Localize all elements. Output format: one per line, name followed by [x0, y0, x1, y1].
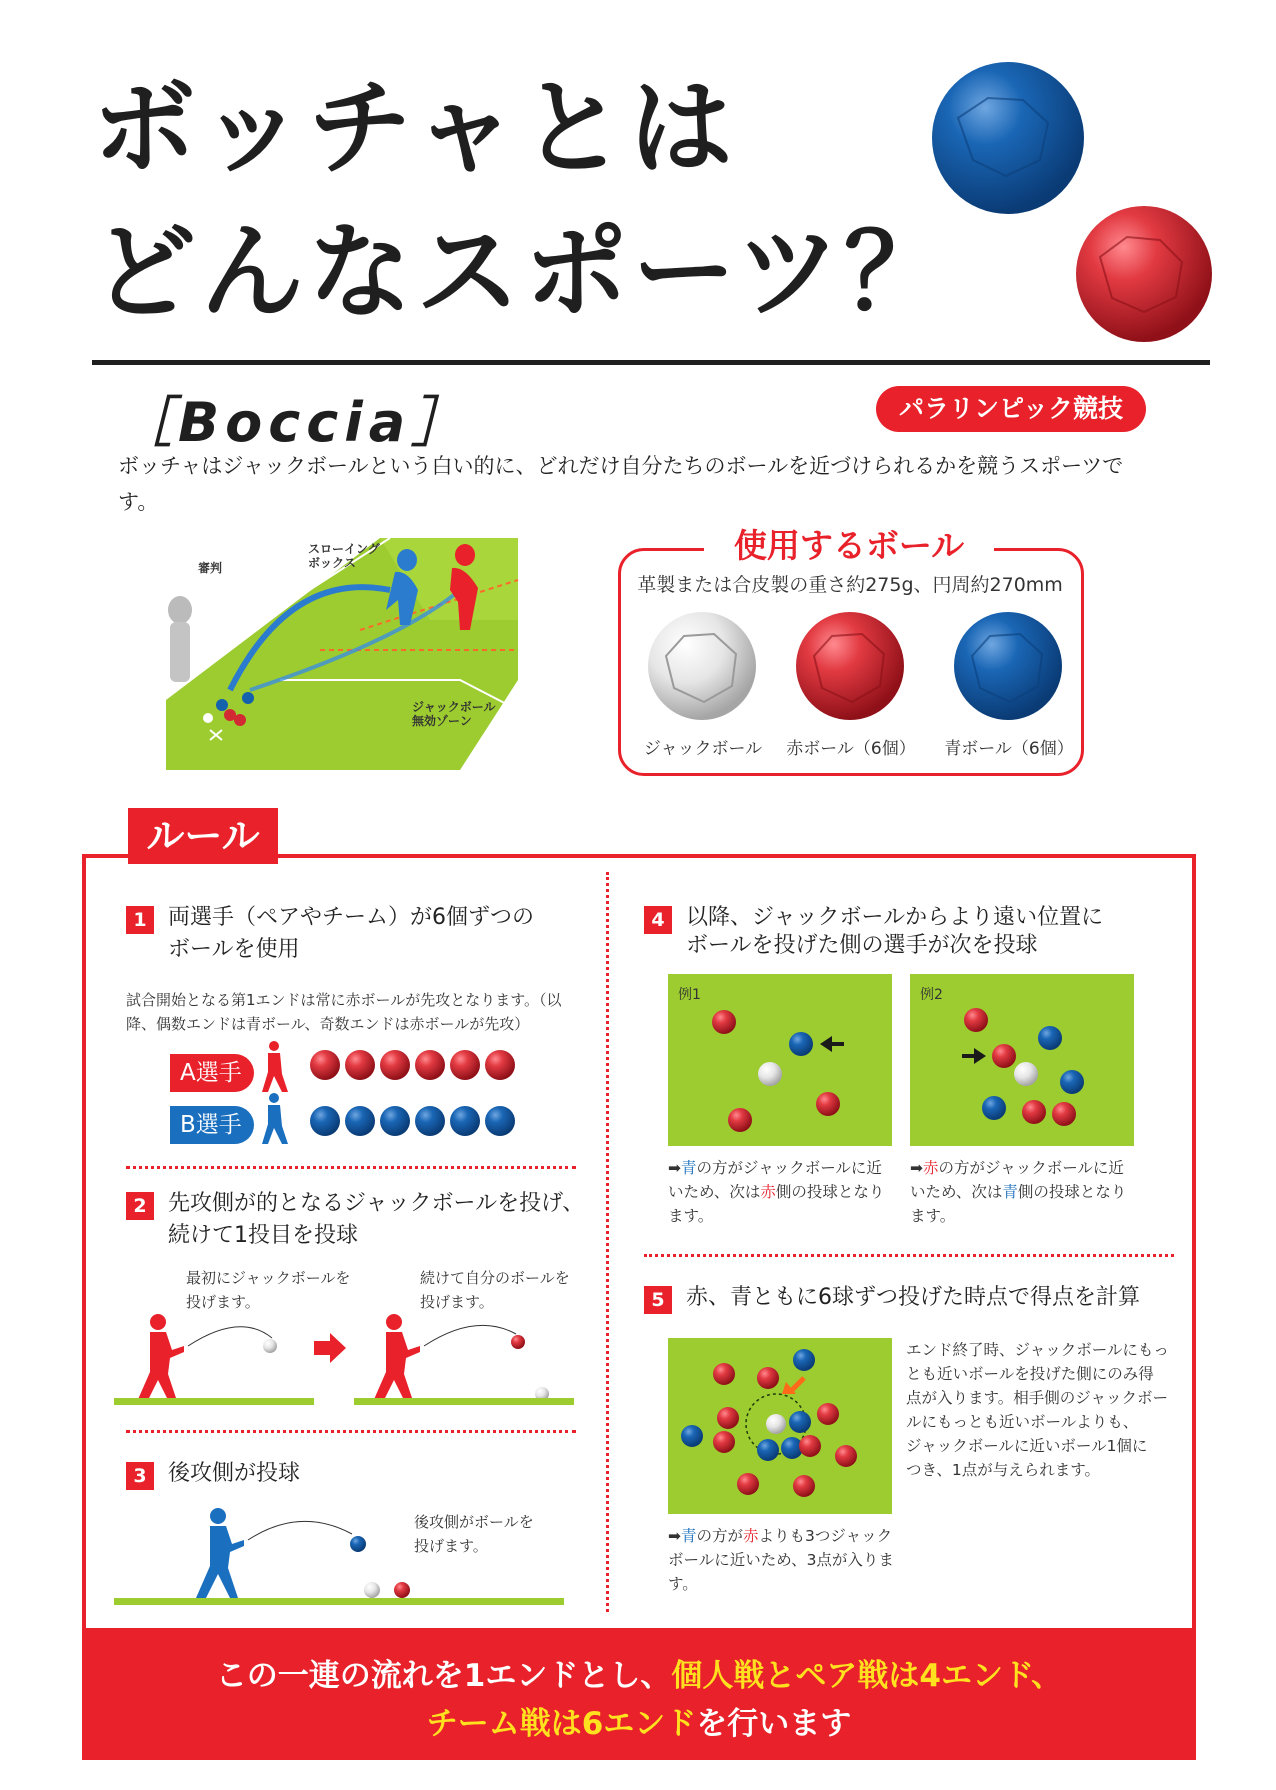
- player-a-balls: [308, 1048, 518, 1082]
- balls-used-spec: 革製または合皮製の重さ約275g、円周約270mm: [637, 574, 1063, 596]
- court-zone-label-2: 無効ゾーン: [412, 714, 472, 728]
- red-word: 赤: [743, 1527, 759, 1545]
- step5-number: 5: [644, 1286, 672, 1314]
- scoring-desc-line5: ジャックボールに近いボール1個に: [906, 1437, 1148, 1455]
- boccia-label: ［Boccia］: [118, 391, 472, 454]
- scoring-desc-line3: 点が入ります。相手側のジャックボー: [906, 1389, 1168, 1407]
- blue-word: 青: [681, 1159, 697, 1177]
- player-b-badge: B選手: [170, 1106, 254, 1144]
- step4-number: 4: [644, 906, 672, 934]
- example2-label: 例2: [920, 987, 943, 1003]
- rules-column-divider: [606, 872, 609, 1612]
- step2-throw-first-ball-illustration: [356, 1310, 576, 1410]
- step1-title-line1: 両選手（ペアやチーム）が6個ずつの: [168, 905, 534, 930]
- rules-tab: ルール: [128, 808, 278, 864]
- jack-ball-label: ジャックボール: [643, 739, 763, 759]
- example1-caption-line2: [668, 1180, 884, 1204]
- court-throwing-box-label-1: スローイング: [308, 542, 380, 556]
- red-ball-hero: [1072, 202, 1216, 346]
- divider-step2-step3: [126, 1430, 576, 1433]
- right-arrow-icon: ➡: [668, 1527, 681, 1545]
- divider-step4-step5: [644, 1254, 1174, 1257]
- blue-ball-image: [950, 608, 1066, 724]
- scoring-desc-line2: とも近いボールを投げた側にのみ得: [906, 1365, 1154, 1383]
- divider-step1-step2: [126, 1166, 576, 1169]
- example2-caption-line2: [910, 1180, 1126, 1204]
- step2-title-line2: 続けて1投目を投球: [168, 1223, 358, 1248]
- player-a-figure: [256, 1040, 292, 1096]
- step2-ground-b: [354, 1398, 574, 1405]
- step3-number: 3: [126, 1462, 154, 1490]
- paralympic-badge: パラリンピック競技: [876, 386, 1146, 432]
- example1-caption-line1: [668, 1156, 882, 1180]
- example2-caption-line3: ます。: [910, 1207, 956, 1225]
- red-ball-label: 赤ボール（6個）: [786, 739, 916, 759]
- right-arrow-icon: [312, 1332, 348, 1364]
- step2-title-line1: 先攻側が的となるジャックボールを投げ、: [168, 1191, 585, 1216]
- example1-label: 例1: [678, 987, 701, 1003]
- footer-line2: [82, 1698, 1196, 1743]
- example2-balls: [910, 974, 1134, 1146]
- step4-title-line1: 以降、ジャックボールからより遠い位置に: [686, 905, 1104, 930]
- scoring-desc-line6: つき、1点が与えられます。: [906, 1461, 1101, 1479]
- example2-caption-line1: [910, 1156, 1124, 1180]
- example2-text-1: の方がジャックボールに近: [938, 1159, 1124, 1177]
- step2-caption-a-line1: 最初にジャックボールを: [186, 1269, 351, 1287]
- step3-ground: [114, 1598, 564, 1605]
- blue-ball-hero: [928, 58, 1088, 218]
- intro-text: ボッチャはジャックボールという白い的に、どれだけ自分たちのボールを近づけられるかを競うスポーツです。: [118, 454, 1124, 514]
- court-referee-label: 審判: [198, 561, 223, 575]
- step2-caption-b-line2: 投げます。: [420, 1293, 494, 1311]
- example1-text-2: いため、次は: [668, 1183, 761, 1201]
- header-divider: [92, 360, 1210, 365]
- step1-note-line2: 降、偶数エンドは青ボール、奇数エンドは赤ボールが先攻）: [126, 1015, 530, 1033]
- scoring-text-1: の方が: [696, 1527, 744, 1545]
- step3-caption-line1: 後攻側がボールを: [414, 1513, 534, 1531]
- scoring-caption-line3: す。: [668, 1575, 698, 1593]
- step2-number: 2: [126, 1192, 154, 1220]
- step4-title-line2: ボールを投げた側の選手が次を投球: [686, 933, 1038, 958]
- step2-throw-jack-illustration: [120, 1310, 320, 1410]
- step3-caption-line2: 投げます。: [414, 1537, 488, 1555]
- example2-text-3: 側の投球となり: [1017, 1183, 1127, 1201]
- balls-used-title: 使用するボール: [704, 524, 994, 568]
- example1-caption-line3: ます。: [668, 1207, 714, 1225]
- player-b-balls: [308, 1104, 518, 1138]
- scoring-balls: [668, 1338, 892, 1514]
- player-b-figure: [256, 1092, 292, 1148]
- footer-highlight-1: 個人戦とペア戦は4エンド、: [671, 1658, 1063, 1694]
- page-title-line2: どんなスポーツ？: [92, 211, 952, 333]
- example2-text-2: いため、次は: [910, 1183, 1003, 1201]
- footer-highlight-2: チーム戦は6エンド: [426, 1706, 697, 1742]
- red-word: 赤: [923, 1159, 939, 1177]
- blue-word: 青: [1002, 1183, 1018, 1201]
- example1-balls: [668, 974, 892, 1146]
- court-zone-label-1: ジャックボール: [412, 700, 496, 714]
- step2-caption-a-line2: 投げます。: [186, 1293, 260, 1311]
- red-ball-image: [792, 608, 908, 724]
- right-arrow-icon: ➡: [910, 1159, 923, 1177]
- step1-title-line2: ボールを使用: [168, 937, 300, 962]
- page-title-line1: ボッチャとは: [92, 67, 737, 189]
- red-word: 赤: [760, 1183, 776, 1201]
- example1-text-3: 側の投球となり: [775, 1183, 885, 1201]
- player-a-badge: A選手: [170, 1054, 254, 1092]
- scoring-desc-line1: エンド終了時、ジャックボールにもっ: [906, 1341, 1169, 1359]
- right-arrow-icon: ➡: [668, 1159, 681, 1177]
- scoring-text-2: よりも3つジャック: [758, 1527, 893, 1545]
- step1-note-line1: 試合開始となる第1エンドは常に赤ボールが先攻となります。（以: [126, 991, 562, 1009]
- scoring-caption-line2: ボールに近いため、3点が入りま: [668, 1551, 894, 1569]
- blue-word: 青: [681, 1527, 697, 1545]
- step3-throw-illustration: [180, 1504, 420, 1604]
- step3-title: 後攻側が投球: [168, 1461, 301, 1486]
- footer-line1: [82, 1650, 1196, 1695]
- footer-text-2: を行います: [696, 1706, 852, 1742]
- scoring-desc-line4: ルにもっとも近いボールよりも、: [906, 1413, 1139, 1431]
- step2-caption-b-line1: 続けて自分のボールを: [420, 1269, 570, 1287]
- step5-title: 赤、青ともに6球ずつ投げた時点で得点を計算: [686, 1285, 1140, 1310]
- court-throwing-box-label-2: ボックス: [308, 556, 356, 570]
- step1-number: 1: [126, 906, 154, 934]
- jack-ball-image: [644, 608, 760, 724]
- step2-ground-a: [114, 1398, 314, 1405]
- blue-ball-label: 青ボール（6個）: [944, 739, 1074, 759]
- example1-text-1: の方がジャックボールに近: [696, 1159, 882, 1177]
- scoring-caption-line1: [668, 1524, 892, 1548]
- footer-text-1: この一連の流れを1エンドとし、: [215, 1658, 672, 1694]
